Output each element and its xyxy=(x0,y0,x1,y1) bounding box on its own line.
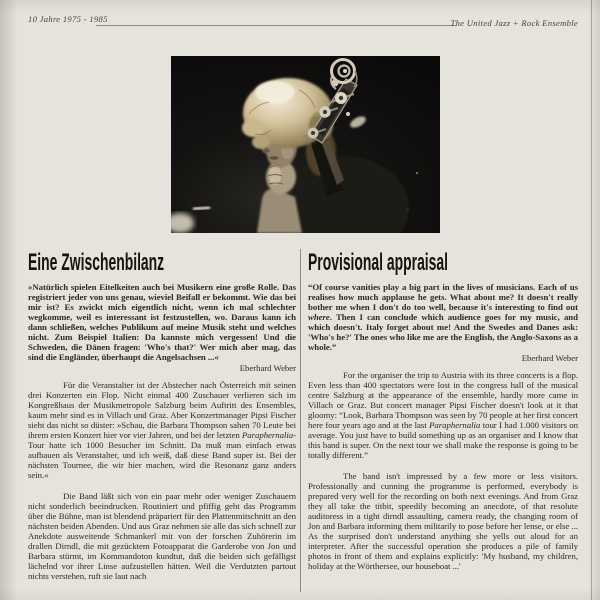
article-english xyxy=(308,250,578,571)
german-quote-paragraph: »Natürlich spielen Eitelkeiten auch bei Musikern eine große Rolle. Das registriert jeder von uns genau, wieviel Beifall er bekommt. Wie das bei mir ist? Es zwickt mich eigentlich nicht, wenn ich mal schlechter wegkomme, weil es interessant ist festzustellen, wo. Daraus kann ich dann schließen, welches Publikum auf meine Musik steht und welches nicht. Zum Beispiel Italien: Da kannste mich vergessen! Und die Schweden, die Dänen fragen: 'Who's that?' Wer mich aber mag, das sind die Engländer, überhaupt die Angelsachsen ...« xyxy=(28,282,296,362)
article-german-heading: Eine Zwischenbilanz xyxy=(28,249,165,276)
english-attribution: Eberhard Weber xyxy=(521,353,578,363)
page-edge-shadow xyxy=(591,0,592,600)
english-paragraph-2: For the organiser the trip to Austria with its three concerts is a flop. Even less than 400 spectators were lost in the congress hall of the musical centre Salzburg at the appearance of the ensemble, hardly more came in Villach or Graz. But concert manager Pipsi Fischer doesn't look at it that gloomy: “Look, Barbara Thompson was seen by 70 people at her first concert here four years ago and at the last Paraphernalia tour I had 1.000 visitors on average. You just have to build something up as an organiser and I know that this band is super. On the next tour we shall make the response is going to be totally different.” xyxy=(308,370,578,460)
article-german xyxy=(28,250,296,581)
english-quote-paragraph: “Of course vanities play a big part in the lives of musicians. Each of us realises how much applause he gets. What about me? It doesn't really bother me when I don't do too well, because it's interesting to find out where. Then I can conclude which audience goes for my music, and which doesn't. Italy forget about me! And the Swedes and Danes ask: 'Who's he?' The ones who like me are the English, the Anglo-Saxons as a whole.” xyxy=(308,282,578,352)
english-paragraph-3: The band isn't impressed by a few more or less visitors. Professionally and cunning the programme is performed, everybody is prepared very well for the recording on both next evenings. And from Graz they all take the titbit, speedily becoming an anecdote, of that resolute auditoress in a tight dirndl assaulting, camera ready, the changing room of Jon and Barbara informing them militarily to pose before her lense, or else ... As the surprised don't understand anything she yells out aloud for an interpreter. After the successful operation she produces a pile of family photos in front of them and explains explicitly: 'My husband, my children, holiday at the Wörthersee, our houseboat ...' xyxy=(308,471,578,571)
german-paragraph-2: Für die Veranstalter ist der Abstecher nach Österreich mit seinen drei Konzerten ein Flop. Nicht einmal 400 Zuschauer verlieren sich im Kongreßhaus der Musikmetropole Salzburg beim Auftritt des Ensembles, kaum mehr sind es in Villach und Graz. Aber Konzertmanager Pipsi Fischer sieht das nicht so düster: »Schau, die Barbara Thompson sahen 70 Leute bei ihrem ersten Konzert hier vor vier Jahren, und bei der letzten Paraphernalia-Tour hatte ich 1000 Besucher im Schnitt. Da muß man einfach etwas aufbauen als Veranstalter, und ich weiß, daß diese Band super ist. Bei der nächsten Tournee, die wir hier machen, wird die Resonanz ganz anders sein.« xyxy=(28,380,296,480)
running-head-right: The United Jazz + Rock Ensemble xyxy=(450,18,578,28)
running-head-left: 10 Jahre 1975 - 1985 xyxy=(28,14,108,24)
german-attribution: Eberhard Weber xyxy=(239,363,296,373)
header-rule xyxy=(96,25,456,26)
photo-illustration xyxy=(171,56,440,233)
column-divider xyxy=(300,249,301,592)
photo-eberhard-weber xyxy=(171,56,440,233)
german-paragraph-3: Die Band läßt sich von ein paar mehr oder weniger Zuschauern nicht sonderlich beeindrucken. Routiniert und pfiffig geht das Programm über die Bühne, man ist blendend präpariert für den Plattenmitschnitt an den nächsten beiden Abenden. Und aus Graz nehmen sie alle das sich schnell zur Anekdote ausweitende Schmankerl mit von der forschen Zuhörerin im drallen Dirndl, die mit gezücktem Fotoapparat die Garderobe von Jon und Barbara stürmt, im Kommandoton kundtut, daß die beiden sich gefälligst lächelnd vor ihrer Linse aufzustellen hätten. Weil die Verdutzten partout nichts verstehen, ruft sie laut nach xyxy=(28,491,296,581)
article-english-heading: Provisional appraisal xyxy=(308,249,449,276)
